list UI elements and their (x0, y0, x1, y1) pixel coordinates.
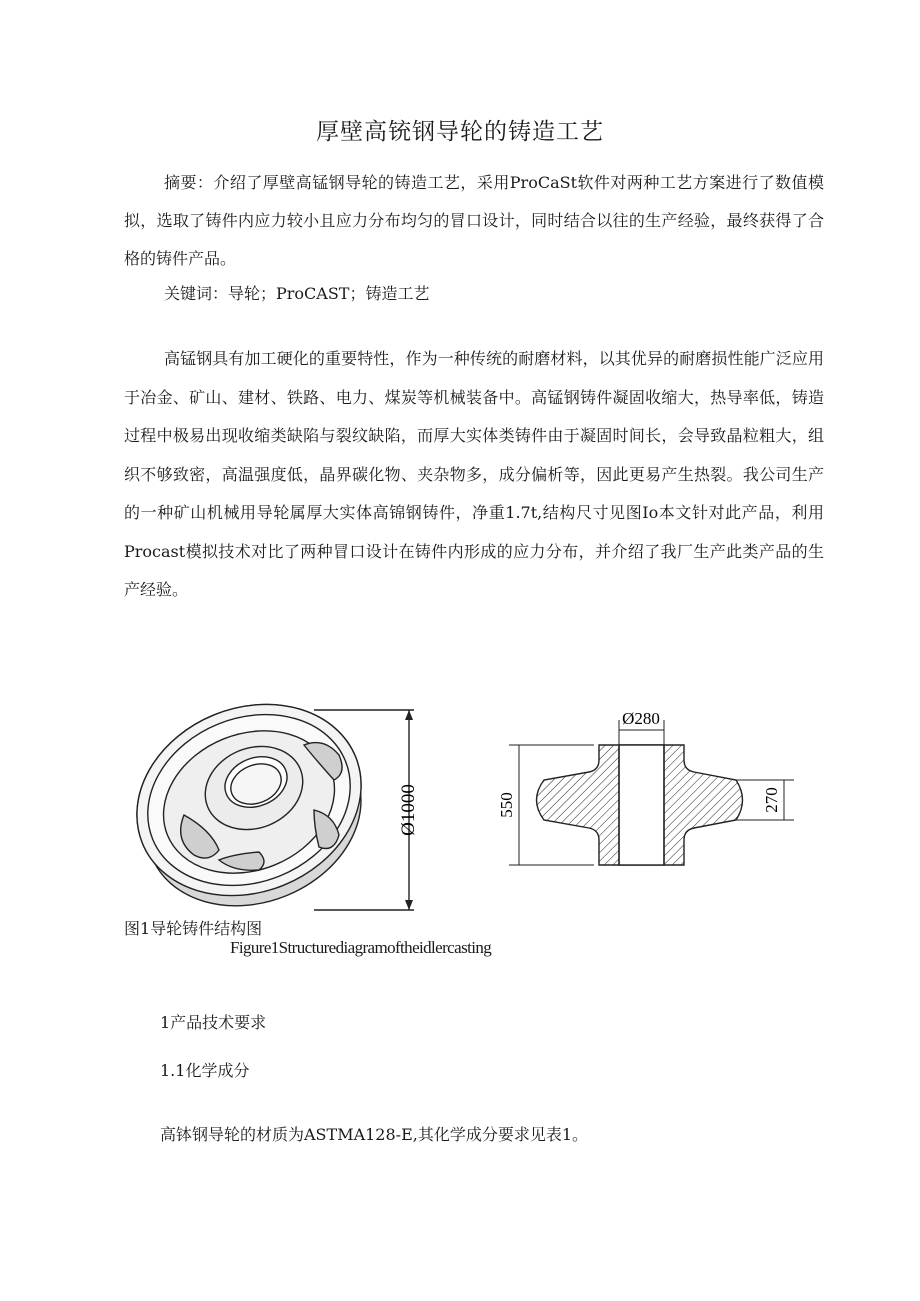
section-heading-1: 1产品技术要求 (160, 1013, 267, 1032)
height-dimension-label: 550 (497, 792, 516, 818)
wheel-isometric-view (124, 700, 414, 920)
keywords: 关键词：导轮；ProCAST；铸造工艺 (164, 284, 430, 303)
intro-paragraph: 高锰钢具有加工硬化的重要特性，作为一种传统的耐磨材料，以其优异的耐磨损性能广泛应用于冶金、矿山、建材、铁路、电力、煤炭等机械装备中。高锰钢铸件凝固收缩大，热导率低，铸造过程中极易出现收缩类缺陷与裂纹缺陷，而厚大实体类铸件由于凝固时间长，会导致晶粒粗大，组织不够致密，高温强度低，晶界碳化物、夹杂物多，成分偏析等，因此更易产生热裂。我公司生产的一种矿山机械用导轮属厚大实体高锦钢铸件，净重1.7t,结构尺寸见图Io本文针对此产品，利用Procast模拟技术对比了两种冒口设计在铸件内形成的应力分布，并介绍了我厂生产此类产品的生产经验。 (124, 349, 824, 599)
page-title: 厚壁高铳钢导轮的铸造工艺 (316, 119, 604, 145)
hub-diameter-label: Ø280 (622, 709, 660, 728)
figure-1 (124, 700, 804, 920)
figure-caption-en: Figure1Structurediagramoftheidlercasting (230, 938, 492, 957)
figure-caption-zh: 图1导轮铸件结构图 (124, 919, 263, 938)
wheel-section-view (509, 720, 794, 865)
section-heading-1-1: 1.1化学成分 (160, 1061, 250, 1080)
idler-casting-drawing (124, 700, 804, 920)
material-paragraph: 高钵钢导轮的材质为ASTMA128-E,其化学成分要求见表1。 (160, 1125, 589, 1144)
abstract: 摘要：介绍了厚壁高锰钢导轮的铸造工艺，采用ProCaSt软件对两种工艺方案进行了数值模拟，选取了铸件内应力较小且应力分布均匀的冒口设计，同时结合以往的生产经验，最终获得了合格的铸件产品。 (124, 173, 824, 268)
diameter-dimension-label: Ø1000 (398, 784, 419, 836)
rim-dimension-label: 270 (762, 787, 781, 813)
